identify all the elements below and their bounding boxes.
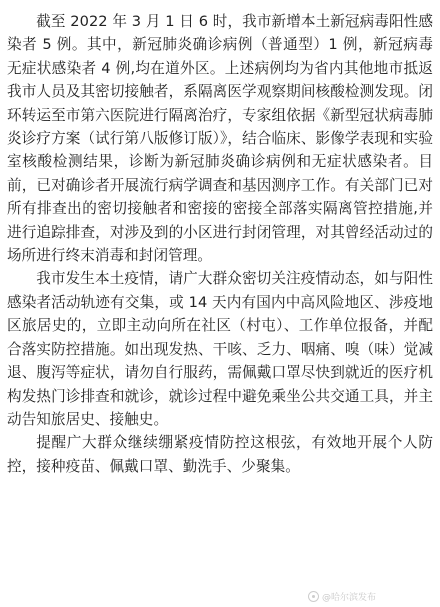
paragraph-reminder: 提醒广大群众继续绷紧疫情防控这根弦，有效地开展个人防控，接种疫苗、佩戴口罩、勤洗手、少聚集。 (7, 434, 433, 475)
watermark-text: @哈尔滨发布 (321, 593, 376, 603)
paragraph-public-notice: 我市发生本土疫情，请广大群众密切关注疫情动态，如与阳性感染者活动轨迹有交集，或 14 天内有国内中高风险地区、涉疫地区旅居史的，立即主动向所在社区（村屯）、工作单位报备，并配合落实防控措施。如出现发热、干咳、乏力、咽痛、嗅（味）觉减退、腹泻等症状，请勿自行服药，需佩戴口罩尽快到就近的医疗机构发热门诊排查和就诊，就诊过程中避免乘坐公共交通工具，并主动告知旅居史、接触史。 (7, 270, 433, 428)
watermark (308, 590, 376, 603)
paragraph-case-report: 截至 2022 年 3 月 1 日 6 时，我市新增本土新冠病毒阳性感染者 5 例。其中，新冠肺炎确诊病例（普通型）1 例，新冠病毒无症状感染者 4 例,均在道外区。上述病例均为省内其他地市抵返我市人员及其密切接触者，系隔离医学观察期间核酸检测发现。闭环转运至市第六医院进行隔离治疗，专家组依据《新型冠状病毒肺炎诊疗方案（试行第八版修订版）》，结合临床、影像学表现和实验室核酸检测结果，诊断为新冠肺炎确诊病例和无症状感染者。目前，已对确诊者开展流行病学调查和基因测序工作。有关部门已对所有排查出的密切接触者和密接的密接全部落实隔离管控措施,并进行追踪排查，对涉及到的小区进行封闭管理，对其曾经活动过的场所进行终末消毒和封闭管理。 (7, 13, 433, 265)
weibo-watermark-icon (308, 591, 319, 602)
article-body (7, 10, 433, 478)
